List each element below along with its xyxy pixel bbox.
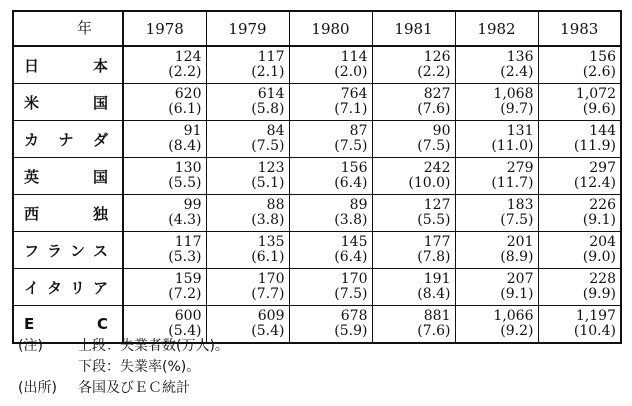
unemployed-count: 170 <box>340 271 368 287</box>
unemployment-rate: (7.1) <box>334 101 368 117</box>
source-line <box>18 378 229 399</box>
unemployed-count: 1,068 <box>493 86 534 102</box>
unemployment-rate: (9.0) <box>582 249 616 265</box>
unemployment-rate: (9.1) <box>582 212 616 228</box>
unemployed-count: 678 <box>340 308 368 324</box>
notes <box>18 336 229 399</box>
year-header: 1981 <box>372 11 455 46</box>
unemployment-rate: (6.4) <box>334 175 368 191</box>
country-name <box>14 129 122 150</box>
country-char: 日 <box>24 56 40 75</box>
table-row <box>13 84 621 121</box>
unemployment-rate: (7.8) <box>417 249 451 265</box>
value-cell <box>455 121 538 158</box>
unemployment-table <box>12 10 622 344</box>
year-header: 1978 <box>123 11 206 46</box>
unemployed-count: 183 <box>506 197 534 213</box>
country-char: 米 <box>24 93 40 112</box>
value-cell <box>289 269 372 306</box>
unemployment-rate: (10.0) <box>408 175 451 191</box>
unemployment-rate: (9.7) <box>500 101 534 117</box>
value-cell <box>123 232 206 269</box>
country-char: リ <box>69 278 85 297</box>
unemployed-count: 117 <box>174 234 202 250</box>
unemployment-rate: (2.2) <box>168 64 202 80</box>
value-cell <box>289 232 372 269</box>
country-cell <box>13 46 123 84</box>
unemployed-count: 764 <box>340 86 368 102</box>
unemployment-rate: (6.1) <box>251 249 285 265</box>
country-cell <box>13 84 123 121</box>
value-cell <box>372 46 455 84</box>
country-char: ラ <box>46 241 62 260</box>
unemployed-count: 114 <box>340 49 368 65</box>
value-cell <box>372 84 455 121</box>
country-char: カ <box>24 130 40 149</box>
country-char: 国 <box>92 167 108 186</box>
year-header: 1983 <box>538 11 621 46</box>
country-char: E <box>24 315 35 333</box>
unemployment-rate: (11.7) <box>491 175 534 191</box>
source-text: 各国及びＥＣ統計 <box>78 380 190 396</box>
unemployed-count: 124 <box>174 49 202 65</box>
value-cell <box>455 158 538 195</box>
year-header: 1980 <box>289 11 372 46</box>
unemployed-count: 881 <box>423 308 451 324</box>
table-row <box>13 232 621 269</box>
country-char: 独 <box>92 204 108 223</box>
country-name <box>14 203 122 224</box>
table-row <box>13 121 621 158</box>
unemployment-rate: (7.2) <box>168 286 202 302</box>
country-char: 英 <box>24 167 40 186</box>
unemployed-count: 201 <box>506 234 534 250</box>
value-cell <box>123 84 206 121</box>
unemployed-count: 156 <box>340 160 368 176</box>
unemployed-count: 127 <box>423 197 451 213</box>
unemployed-count: 89 <box>349 197 368 213</box>
country-char: ア <box>92 278 108 297</box>
unemployed-count: 159 <box>174 271 202 287</box>
unemployed-count: 84 <box>266 123 285 139</box>
unemployed-count: 135 <box>257 234 285 250</box>
value-cell <box>206 158 289 195</box>
value-cell <box>289 46 372 84</box>
country-name <box>14 166 122 187</box>
table-body <box>13 46 621 343</box>
unemployment-rate: (9.1) <box>500 286 534 302</box>
note-line-upper <box>18 336 229 357</box>
unemployment-rate: (5.3) <box>168 249 202 265</box>
unemployed-count: 297 <box>589 160 616 176</box>
value-cell <box>372 232 455 269</box>
unemployed-count: 117 <box>257 49 285 65</box>
unemployment-rate: (9.9) <box>582 286 616 302</box>
unemployed-count: 614 <box>257 86 285 102</box>
unemployment-rate: (4.3) <box>168 212 202 228</box>
note-upper-text: 上段：失業者数(万人)。 <box>78 338 229 354</box>
unemployed-count: 156 <box>589 49 616 65</box>
unemployed-count: 1,197 <box>575 308 616 324</box>
unemployment-rate: (12.4) <box>573 175 616 191</box>
unemployment-rate: (8.9) <box>500 249 534 265</box>
unemployed-count: 126 <box>423 49 451 65</box>
unemployment-rate: (7.5) <box>417 138 451 154</box>
unemployed-count: 242 <box>423 160 451 176</box>
country-char: タ <box>46 278 62 297</box>
country-char: 本 <box>92 56 108 75</box>
unemployed-count: 131 <box>506 123 534 139</box>
unemployment-rate: (9.6) <box>582 101 616 117</box>
value-cell <box>372 195 455 232</box>
year-header: 1979 <box>206 11 289 46</box>
value-cell <box>206 269 289 306</box>
unemployed-count: 90 <box>432 123 451 139</box>
unemployment-rate: (7.5) <box>500 212 534 228</box>
unemployed-count: 99 <box>183 197 202 213</box>
unemployment-rate: (11.0) <box>491 138 534 154</box>
unemployment-rate: (5.1) <box>251 175 285 191</box>
value-cell <box>206 232 289 269</box>
country-name <box>14 240 122 261</box>
country-char: C <box>96 315 108 333</box>
unemployment-rate: (5.9) <box>334 323 368 339</box>
unemployed-count: 827 <box>423 86 451 102</box>
unemployed-count: 207 <box>506 271 534 287</box>
country-name <box>14 277 122 298</box>
unemployed-count: 600 <box>174 308 202 324</box>
value-cell <box>289 121 372 158</box>
country-name <box>14 92 122 113</box>
value-cell <box>455 46 538 84</box>
unemployment-rate: (7.7) <box>251 286 285 302</box>
country-cell <box>13 232 123 269</box>
value-cell <box>206 46 289 84</box>
unemployment-rate: (5.4) <box>251 323 285 339</box>
table-row <box>13 195 621 232</box>
value-cell <box>123 269 206 306</box>
unemployed-count: 1,072 <box>575 86 616 102</box>
source-label: (出所) <box>18 380 57 396</box>
unemployment-rate: (2.0) <box>334 64 368 80</box>
country-name <box>14 315 122 333</box>
year-header: 1982 <box>455 11 538 46</box>
unemployed-count: 91 <box>183 123 202 139</box>
unemployment-rate: (11.9) <box>573 138 616 154</box>
value-cell <box>206 84 289 121</box>
unemployed-count: 204 <box>589 234 616 250</box>
value-cell <box>455 306 538 344</box>
value-cell <box>206 121 289 158</box>
unemployed-count: 88 <box>266 197 285 213</box>
value-cell <box>538 84 621 121</box>
header-row <box>13 11 621 46</box>
value-cell <box>538 46 621 84</box>
unemployment-rate: (5.4) <box>168 323 202 339</box>
unemployment-rate: (5.5) <box>417 212 451 228</box>
unemployment-rate: (7.5) <box>334 138 368 154</box>
unemployment-rate: (2.4) <box>500 64 534 80</box>
value-cell <box>538 232 621 269</box>
unemployment-rate: (3.8) <box>251 212 285 228</box>
value-cell <box>455 195 538 232</box>
country-char: 西 <box>24 204 40 223</box>
country-char: ス <box>92 241 108 260</box>
unemployment-rate: (10.4) <box>573 323 616 339</box>
country-cell <box>13 195 123 232</box>
unemployment-rate: (7.5) <box>334 286 368 302</box>
value-cell <box>372 158 455 195</box>
value-cell <box>455 269 538 306</box>
value-cell <box>455 232 538 269</box>
unemployed-count: 136 <box>506 49 534 65</box>
value-cell <box>289 84 372 121</box>
value-cell <box>372 121 455 158</box>
unemployed-count: 1,066 <box>493 308 534 324</box>
value-cell <box>372 269 455 306</box>
value-cell <box>123 158 206 195</box>
value-cell <box>123 46 206 84</box>
value-cell <box>538 306 621 344</box>
unemployment-rate: (7.6) <box>417 101 451 117</box>
unemployed-count: 226 <box>589 197 616 213</box>
unemployment-rate: (9.2) <box>500 323 534 339</box>
unemployment-rate: (6.4) <box>334 249 368 265</box>
unemployment-rate: (2.1) <box>251 64 285 80</box>
country-char: ダ <box>92 130 108 149</box>
value-cell <box>372 306 455 344</box>
table-row <box>13 158 621 195</box>
unemployed-count: 191 <box>423 271 451 287</box>
value-cell <box>538 195 621 232</box>
value-cell <box>538 121 621 158</box>
unemployment-rate: (7.6) <box>417 323 451 339</box>
unemployment-rate: (8.4) <box>417 286 451 302</box>
unemployment-rate: (5.8) <box>251 101 285 117</box>
table-row <box>13 46 621 84</box>
unemployed-count: 609 <box>257 308 285 324</box>
country-name <box>14 55 122 76</box>
value-cell <box>289 306 372 344</box>
corner-cell <box>13 11 123 46</box>
unemployed-count: 279 <box>506 160 534 176</box>
unemployed-count: 144 <box>589 123 616 139</box>
unemployed-count: 228 <box>589 271 616 287</box>
unemployed-count: 170 <box>257 271 285 287</box>
country-cell <box>13 158 123 195</box>
note-lower-text: 下段：失業率(%)。 <box>78 359 201 375</box>
note-label: (注) <box>18 338 43 354</box>
value-cell <box>455 84 538 121</box>
country-cell <box>13 121 123 158</box>
corner-label: 年 <box>76 19 92 37</box>
note-line-lower <box>18 357 229 378</box>
unemployment-rate: (2.2) <box>417 64 451 80</box>
value-cell <box>206 195 289 232</box>
unemployment-rate: (8.4) <box>168 138 202 154</box>
country-char: ン <box>69 241 85 260</box>
value-cell <box>538 269 621 306</box>
unemployment-rate: (6.1) <box>168 101 202 117</box>
value-cell <box>289 158 372 195</box>
country-char: イ <box>24 278 40 297</box>
table-row <box>13 269 621 306</box>
unemployed-count: 145 <box>340 234 368 250</box>
unemployment-rate: (3.8) <box>334 212 368 228</box>
unemployment-rate: (5.5) <box>168 175 202 191</box>
country-char: ナ <box>58 130 74 149</box>
unemployment-rate: (7.5) <box>251 138 285 154</box>
value-cell <box>538 158 621 195</box>
unemployed-count: 123 <box>257 160 285 176</box>
value-cell <box>123 121 206 158</box>
value-cell <box>289 195 372 232</box>
unemployment-rate: (2.6) <box>582 64 616 80</box>
country-char: 国 <box>92 93 108 112</box>
unemployed-count: 177 <box>423 234 451 250</box>
country-cell <box>13 269 123 306</box>
unemployed-count: 620 <box>174 86 202 102</box>
unemployed-count: 87 <box>349 123 368 139</box>
value-cell <box>123 195 206 232</box>
country-char: フ <box>24 241 40 260</box>
unemployed-count: 130 <box>174 160 202 176</box>
